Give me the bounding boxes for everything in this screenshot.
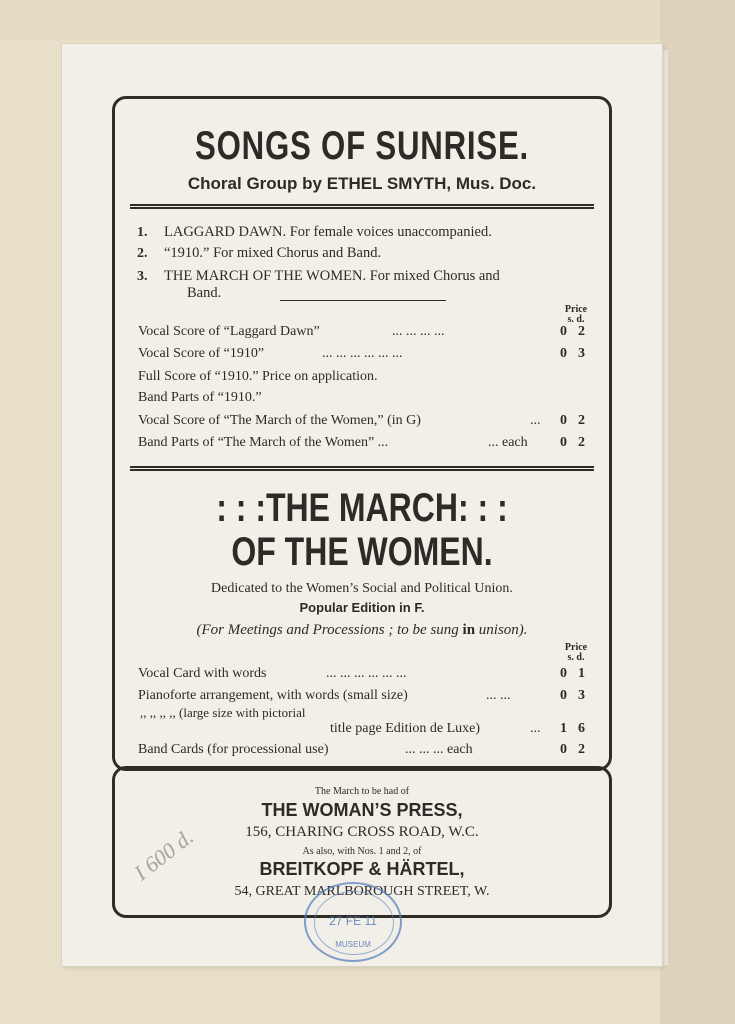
double-rule-middle <box>130 466 594 471</box>
score-dots: ... <box>530 413 541 428</box>
score-label: Vocal Score of “Laggard Dawn” <box>138 324 320 339</box>
score-label: Band Parts of “1910.” <box>138 390 262 405</box>
song-item: “1910.” For mixed Chorus and Band. <box>164 245 382 261</box>
price-shillings: 0 <box>560 666 567 681</box>
march-item-label: title page Edition de Luxe) <box>330 721 481 736</box>
price-pence: 3 <box>578 346 585 361</box>
page-title: SONGS OF SUNRISE. <box>195 124 529 168</box>
price-units: s. d. <box>567 314 585 325</box>
march-title-line2: OF THE WOMEN. <box>231 530 493 574</box>
stamp-museum: MUSEUM <box>335 940 371 949</box>
price-pence: 6 <box>578 721 585 736</box>
march-title-line1: : : :THE MARCH: : : <box>216 486 508 530</box>
price-header <box>558 305 594 325</box>
march-item-label: ,, ,, ,, ,, (large size with pictorial <box>140 705 306 720</box>
march-item-label: Vocal Card with words <box>138 666 267 681</box>
dedication: Dedicated to the Women’s Social and Political Union. <box>211 581 513 596</box>
song-number: 2. <box>137 246 148 261</box>
march-item-label: Band Cards (for processional use) <box>138 742 329 757</box>
march-item-label: Pianoforte arrangement, with words (small size) <box>138 688 408 703</box>
usage-note <box>112 622 612 639</box>
march-item-dots: ... <box>530 721 541 736</box>
price-pence: 2 <box>578 324 585 339</box>
score-label: Band Parts of “The March of the Women” ... <box>138 435 389 450</box>
edition-label: Popular Edition in F. <box>299 600 425 615</box>
usage-note-in: in <box>462 622 476 638</box>
price-shillings: 0 <box>560 346 567 361</box>
double-rule-top <box>130 204 594 209</box>
price-shillings: 0 <box>560 688 567 703</box>
march-item-dots: ... ... ... each <box>405 742 473 757</box>
price-units: s. d. <box>567 652 585 663</box>
price-pence: 3 <box>578 688 585 703</box>
stamp-date: 27 FE 11 <box>329 914 377 928</box>
march-item-dots: ... ... ... ... ... ... <box>326 666 407 681</box>
background-right <box>660 0 735 1024</box>
footer-publisher: BREITKOPF & HÄRTEL, <box>259 859 465 879</box>
price-shillings: 0 <box>560 324 567 339</box>
price-pence: 2 <box>578 413 585 428</box>
usage-note-open: (For Meetings and Processions ; to be sung <box>196 622 463 638</box>
usage-note-close: unison). <box>475 622 528 638</box>
page-subtitle: Choral Group by ETHEL SMYTH, Mus. Doc. <box>187 174 537 193</box>
song-item-continued: Band. <box>187 285 222 301</box>
score-label: Full Score of “1910.” Price on application. <box>138 369 378 384</box>
footer-address-1: 156, CHARING CROSS ROAD, W.C. <box>245 824 479 840</box>
price-label: Price <box>564 304 588 315</box>
museum-stamp <box>304 882 402 962</box>
price-pence: 2 <box>578 435 585 450</box>
price-label: Price <box>564 642 588 653</box>
song-number: 1. <box>137 225 148 240</box>
march-item-dots: ... ... <box>486 688 511 703</box>
price-shillings: 0 <box>560 435 567 450</box>
price-shillings: 0 <box>560 413 567 428</box>
price-pence: 2 <box>578 742 585 757</box>
song-item: THE MARCH OF THE WOMEN. For mixed Chorus and <box>164 268 500 284</box>
price-header <box>558 643 594 663</box>
divider-line <box>280 300 446 301</box>
background-top <box>0 0 735 40</box>
score-dots: ... ... ... ... <box>392 324 445 339</box>
price-shillings: 1 <box>560 721 567 736</box>
song-number: 3. <box>137 269 148 284</box>
song-item: LAGGARD DAWN. For female voices unaccompanied. <box>164 224 492 240</box>
score-label: Vocal Score of “The March of the Women,” (in G) <box>138 413 421 428</box>
score-dots: ... ... ... ... ... ... <box>322 346 403 361</box>
pencil-annotation: I 600 d. <box>129 823 199 886</box>
price-shillings: 0 <box>560 742 567 757</box>
footer-intro: The March to be had of <box>314 786 410 797</box>
score-dots: ... each <box>488 435 528 450</box>
score-label: Vocal Score of “1910” <box>138 346 265 361</box>
footer-address-2: 54, GREAT MARLBOROUGH STREET, W. <box>234 884 490 899</box>
footer-also: As also, with Nos. 1 and 2, of <box>302 846 422 857</box>
price-pence: 1 <box>578 666 585 681</box>
footer-press: THE WOMAN’S PRESS, <box>261 800 463 820</box>
